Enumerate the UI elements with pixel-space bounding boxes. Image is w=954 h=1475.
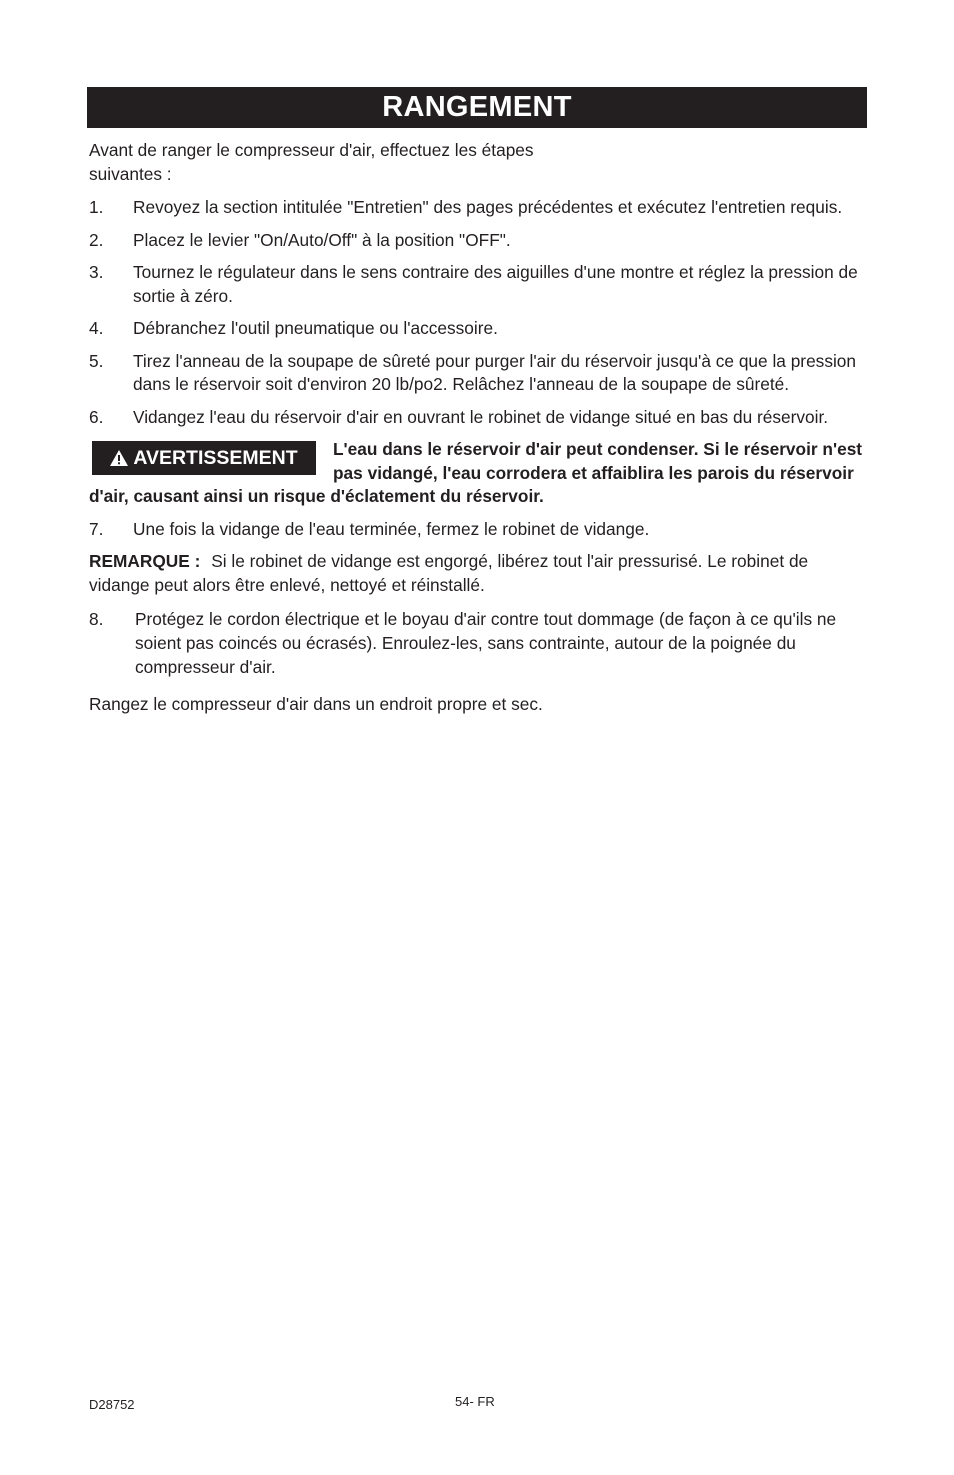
step-2 bbox=[89, 229, 863, 253]
step-number: 6. bbox=[89, 406, 104, 427]
step-number: 3. bbox=[89, 262, 104, 282]
step-4 bbox=[89, 317, 863, 341]
step-text: Une fois la vidange de l'eau terminée, fermez le robinet de vidange. bbox=[133, 518, 650, 539]
step-number: 2. bbox=[89, 229, 104, 250]
step-5 bbox=[89, 350, 863, 397]
step-6 bbox=[89, 406, 863, 430]
note-text: Si le robinet de vidange est engorgé, libérez tout l'air pressurisé. Le robinet de vidange peut alors être enlevé, nettoyé et réinstallé. bbox=[89, 551, 809, 595]
step-number: 1. bbox=[89, 197, 104, 217]
warning-triangle-icon bbox=[110, 450, 128, 466]
page-content bbox=[89, 139, 863, 727]
step-number: 8. bbox=[89, 609, 104, 629]
step-number: 5. bbox=[89, 350, 104, 371]
step-3 bbox=[89, 261, 863, 308]
warning-text: L'eau dans le réservoir d'air peut condenser. Si le réservoir n'est pas vidangé, l'eau corrodera et affaiblira les parois du réservoir d'air, causant ainsi un risque d'éclatement du réservoir. bbox=[89, 439, 863, 506]
step-text: Revoyez la section intitulée "Entretien" des pages précédentes et exécutez l'entretien requis. bbox=[133, 197, 843, 217]
step-text: Tournez le régulateur dans le sens contraire des aiguilles d'une montre et réglez la pression de sortie à zéro. bbox=[133, 262, 858, 306]
note bbox=[89, 550, 863, 597]
step-1 bbox=[89, 196, 863, 220]
step-text: Tirez l'anneau de la soupape de sûreté pour purger l'air du réservoir jusqu'à ce que la pression dans le réservoir soit d'environ 20 lb/po2. Relâchez l'anneau de la soupape de sûreté. bbox=[133, 350, 857, 394]
step-7 bbox=[89, 518, 863, 542]
note-label: REMARQUE : bbox=[89, 551, 201, 571]
page-number: 54- FR bbox=[455, 1394, 495, 1409]
document-id: D28752 bbox=[89, 1397, 135, 1412]
step-number: 4. bbox=[89, 318, 104, 338]
step-text: Vidangez l'eau du réservoir d'air en ouvrant le robinet de vidange situé en bas du réservoir. bbox=[133, 406, 829, 427]
warning-badge bbox=[92, 441, 316, 475]
step-text: Protégez le cordon électrique et le boyau d'air contre tout dommage (de façon à ce qu'ils ne soient pas coincés ou écrasés). Enroulez-les, sans contrainte, autour de la poignée du compresseur d'air. bbox=[135, 609, 837, 677]
step-8 bbox=[89, 607, 863, 679]
step-text: Débranchez l'outil pneumatique ou l'accessoire. bbox=[133, 318, 498, 338]
closing-text: Rangez le compresseur d'air dans un endroit propre et sec. bbox=[89, 694, 543, 714]
section-title-banner: RANGEMENT bbox=[87, 87, 867, 128]
warning-block bbox=[89, 438, 863, 509]
intro-text: Avant de ranger le compresseur d'air, effectuez les étapes suivantes : bbox=[89, 140, 534, 184]
step-number: 7. bbox=[89, 518, 104, 539]
step-text: Placez le levier "On/Auto/Off" à la position "OFF". bbox=[133, 229, 511, 250]
warning-label: AVERTISSEMENT bbox=[133, 447, 298, 469]
